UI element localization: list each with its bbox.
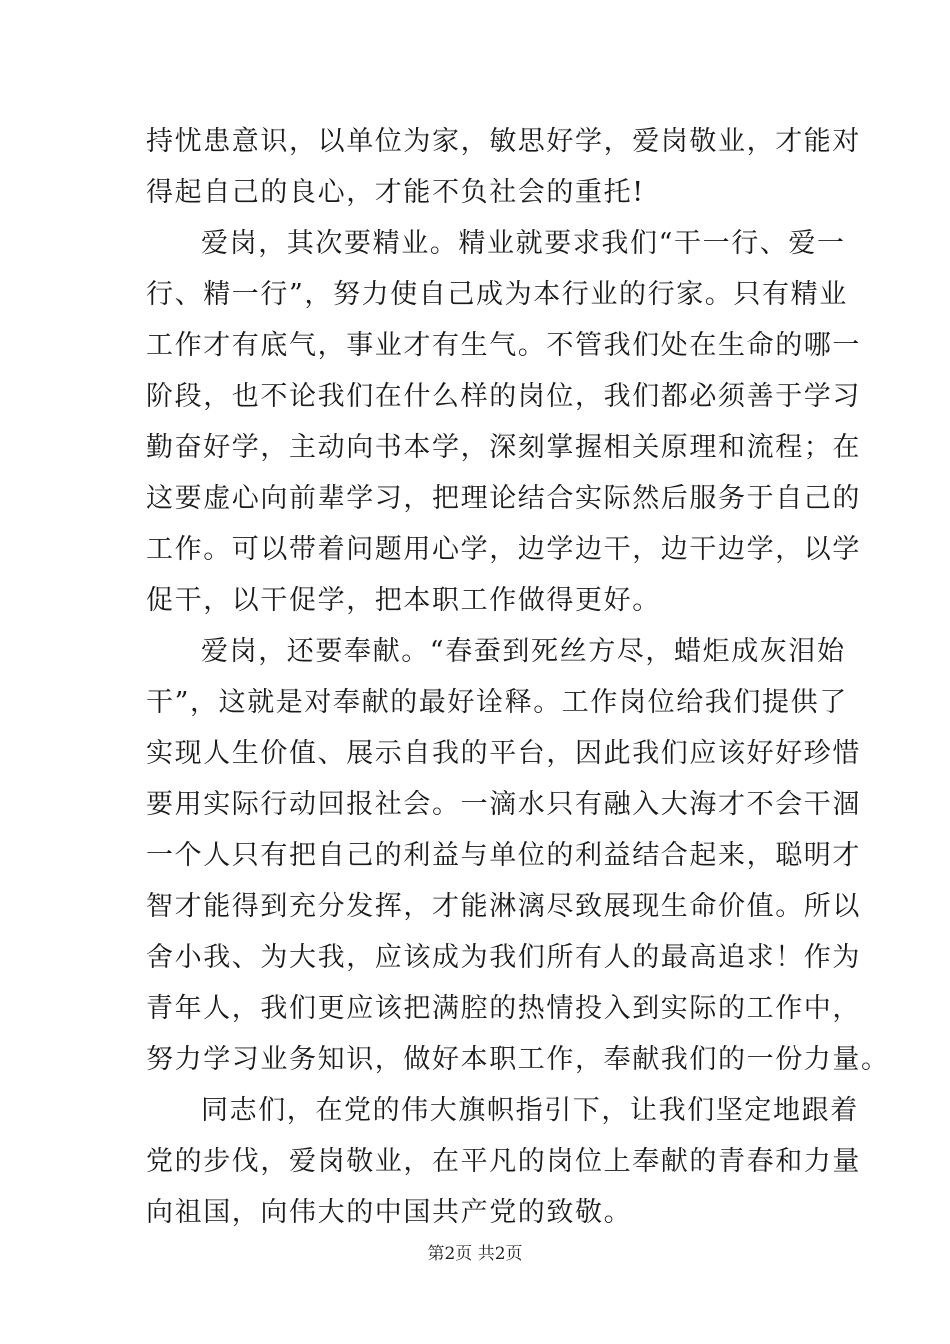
text-line: 阶段，也不论我们在什么样的岗位，我们都必须善于学习 xyxy=(146,381,861,412)
text-line: 要用实际行动回报社会。一滴水只有融入大海才不会干涸 xyxy=(146,789,861,820)
text-line: 得起自己的良心，才能不负社会的重托! xyxy=(146,177,645,208)
text-line: 一个人只有把自己的利益与单位的利益结合起来，聪明才 xyxy=(146,840,861,871)
paragraph-start-line: 爱岗，还要奉献。“春蚕到死丝方尽，蜡炬成灰泪始 xyxy=(201,636,846,667)
text-line: 行、精一行”，努力使自己成为本行业的行家。只有精业 xyxy=(146,279,848,310)
text-line: 工作才有底气，事业才有生气。不管我们处在生命的哪一 xyxy=(146,330,861,361)
text-line: 实现人生价值、展示自我的平台，因此我们应该好好珍惜 xyxy=(146,738,861,769)
paragraph-start-line: 同志们，在党的伟大旗帜指引下，让我们坚定地跟着 xyxy=(201,1095,859,1126)
text-line: 党的步伐，爱岗敬业，在平凡的岗位上奉献的青春和力量 xyxy=(146,1146,861,1177)
body-text xyxy=(146,116,890,1238)
text-line: 这要虚心向前辈学习，把理论结合实际然后服务于自己的 xyxy=(146,483,861,514)
text-line: 持忧患意识，以单位为家，敏思好学，爱岗敬业，才能对 xyxy=(146,126,861,157)
text-line: 向祖国，向伟大的中国共产党的致敬。 xyxy=(146,1197,633,1228)
text-line: 舍小我、为大我，应该成为我们所有人的最高追求！作为 xyxy=(146,942,861,973)
text-line: 智才能得到充分发挥，才能淋漓尽致展现生命价值。所以 xyxy=(146,891,861,922)
text-line: 勤奋好学，主动向书本学，深刻掌握相关原理和流程；在 xyxy=(146,432,861,463)
page-number-footer: 第2页 共2页 xyxy=(427,1244,523,1264)
paragraph-start-line: 爱岗，其次要精业。精业就要求我们“干一行、爱一 xyxy=(201,228,846,259)
text-line: 工作。可以带着问题用心学，边学边干，边干边学，以学 xyxy=(146,534,861,565)
text-line: 努力学习业务知识，做好本职工作，奉献我们的一份力量。 xyxy=(146,1044,890,1075)
text-line: 促干，以干促学，把本职工作做得更好。 xyxy=(146,585,661,616)
text-line: 青年人，我们更应该把满腔的热情投入到实际的工作中， xyxy=(146,993,861,1024)
text-line: 干”，这就是对奉献的最好诠释。工作岗位给我们提供了 xyxy=(146,687,848,718)
